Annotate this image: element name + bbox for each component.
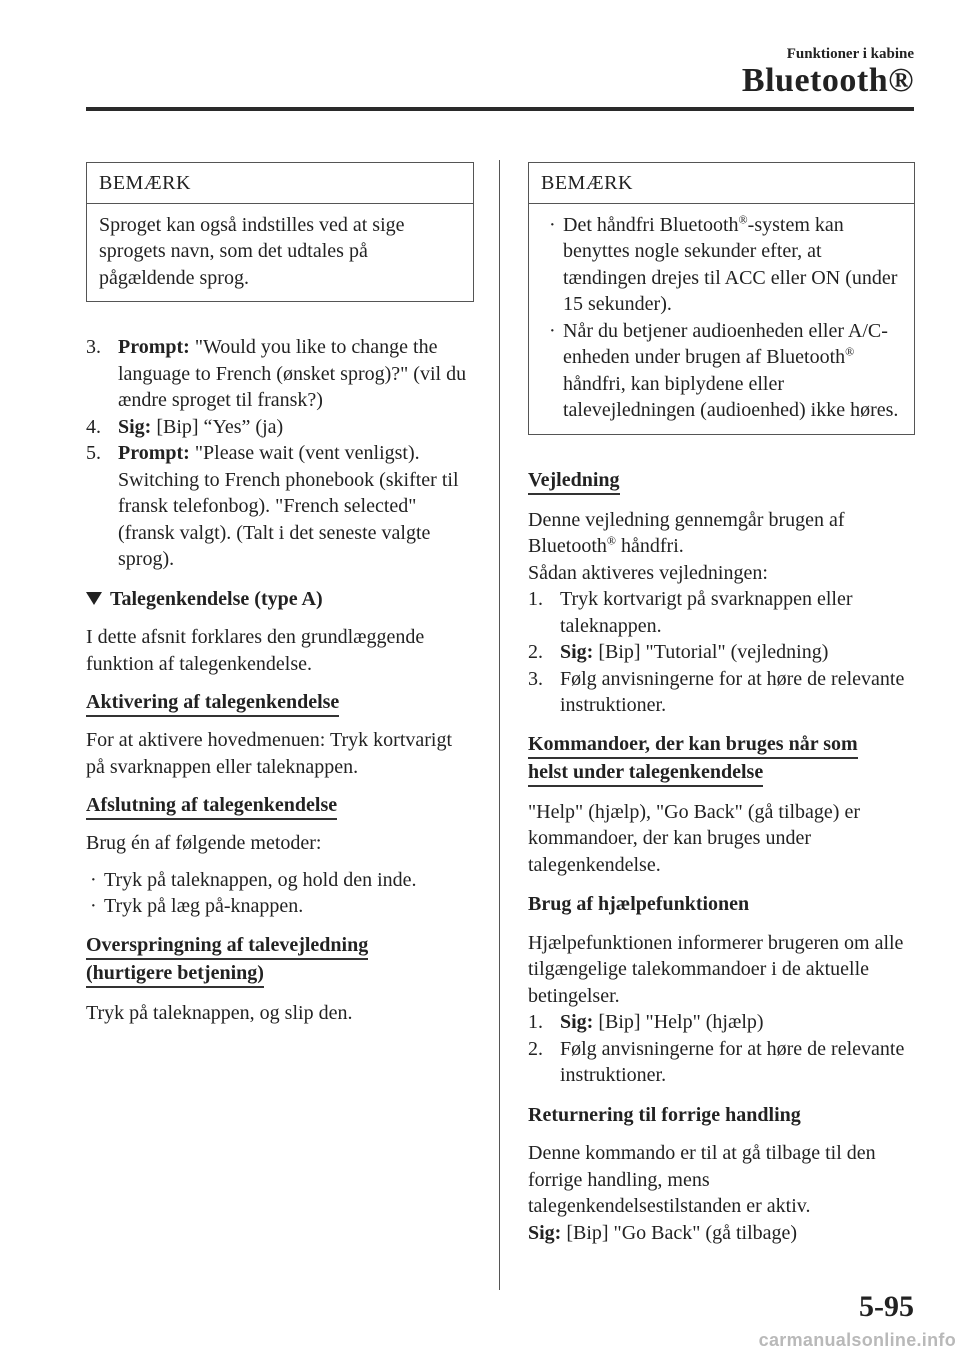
subheading-activation: Aktivering af talegenkendelse (86, 690, 339, 717)
section-heading: Talegenkendelse (type A) (86, 586, 474, 613)
termination-text: Brug én af følgende metoder: (86, 832, 322, 854)
column-divider (499, 160, 500, 1290)
list-item: 3. Følg anvisningerne for at høre de relevante instruktioner. (528, 667, 905, 716)
subheading-skip-line1: Overspringning af talevejledning (86, 933, 368, 960)
subheading-help: Brug af hjælpefunktionen (528, 893, 750, 915)
goback-command: Sig: [Bip] "Go Back" (gå tilbage) (528, 1221, 798, 1244)
note-title: BEMÆRK (87, 163, 473, 204)
note-title: BEMÆRK (529, 163, 914, 204)
bullet-icon: · (90, 895, 97, 917)
list-item: · Tryk på læg på-knappen. (86, 893, 474, 920)
subheading-tutorial: Vejledning (528, 468, 620, 495)
list-item: · Tryk på taleknappen, og hold den inde. (86, 867, 474, 894)
note-box (86, 162, 474, 302)
termination-list (86, 867, 474, 920)
help-steps (528, 1009, 915, 1089)
tutorial-text: Denne vejledning gennemgår brugen af Bluetooth® håndfri. (528, 508, 845, 557)
subheading-goback: Returnering til forrige handling (528, 1103, 801, 1126)
tutorial-steps (528, 586, 915, 719)
help-text: Hjælpefunktionen informerer brugeren om alle tilgængelige talekommandoer i de aktuelle betingelser. (528, 931, 904, 1007)
activation-text: For at aktivere hovedmenuen: Tryk kortvarigt på svarknappen eller taleknappen. (86, 729, 453, 778)
bullet-icon: · (549, 319, 556, 342)
note-box (528, 162, 915, 435)
subheading-termination: Afslutning af talegenkendelse (86, 793, 337, 820)
left-column (86, 162, 474, 1026)
prompt-steps (86, 334, 474, 573)
subheading-skip-line2: (hurtigere betjening) (86, 961, 264, 988)
list-item: 2. Sig: [Bip] "Tutorial" (vejledning) (528, 641, 829, 663)
bullet-icon: · (90, 868, 97, 891)
skip-text: Tryk på taleknappen, og slip den. (86, 1001, 353, 1024)
list-item: 3. Prompt: "Would you like to change the language to French (ønsket sprog)?" (vil du ændre sproget til fransk?) (86, 336, 467, 411)
triangle-down-icon (86, 592, 102, 605)
commands-text: "Help" (hjælp), "Go Back" (gå tilbage) er kommandoer, der kan bruges under talegenkendelse. (528, 800, 861, 876)
section-text: I dette afsnit forklares den grundlæggende funktion af talegenkendelse. (86, 626, 425, 675)
header-rule (86, 107, 914, 111)
list-item: 5. Prompt: "Please wait (vent venligst). Switching to French phonebook (skifter til fransk telefonbog). "French selected" (fransk valgt). (Talt i det seneste valgte sprog). (86, 442, 459, 570)
watermark: carmanualsonline.info (758, 1330, 956, 1350)
subheading-commands-line1: Kommandoer, der kan bruges når som (528, 732, 858, 759)
list-item: · Når du betjener audioenheden eller A/C-enheden under brugen af Bluetooth® håndfri, kan biplydene eller talevejledningen (audioenhed) ikke høres. (549, 319, 899, 421)
page-number: 5-95 (859, 1290, 914, 1323)
subheading-commands-line2: helst under talegenkendelse (528, 760, 763, 787)
goback-text: Denne kommando er til at gå tilbage til den forrige handling, mens talegenkendelsestilstanden er aktiv. (528, 1142, 876, 1217)
header-title: Bluetooth® (741, 62, 914, 99)
bullet-icon: · (549, 213, 556, 236)
list-item: 2. Følg anvisningerne for at høre de relevante instruktioner. (528, 1037, 905, 1086)
right-column (528, 162, 915, 1246)
tutorial-text2: Sådan aktiveres vejledningen: (528, 561, 768, 584)
list-item: 1. Sig: [Bip] "Help" (hjælp) (528, 1011, 764, 1033)
note-text: Sproget kan også indstilles ved at sige sprogets navn, som det udtales på pågældende sprog. (99, 213, 405, 289)
list-item: 4. Sig: [Bip] “Yes” (ja) (86, 415, 284, 438)
header-section: Funktioner i kabine (786, 46, 914, 62)
list-item: · Det håndfri Bluetooth®-system kan benyttes nogle sekunder efter, at tændingen drejes til ACC eller ON (under 15 sekunder). (549, 211, 898, 315)
list-item: 1. Tryk kortvarigt på svarknappen eller taleknappen. (528, 588, 853, 637)
